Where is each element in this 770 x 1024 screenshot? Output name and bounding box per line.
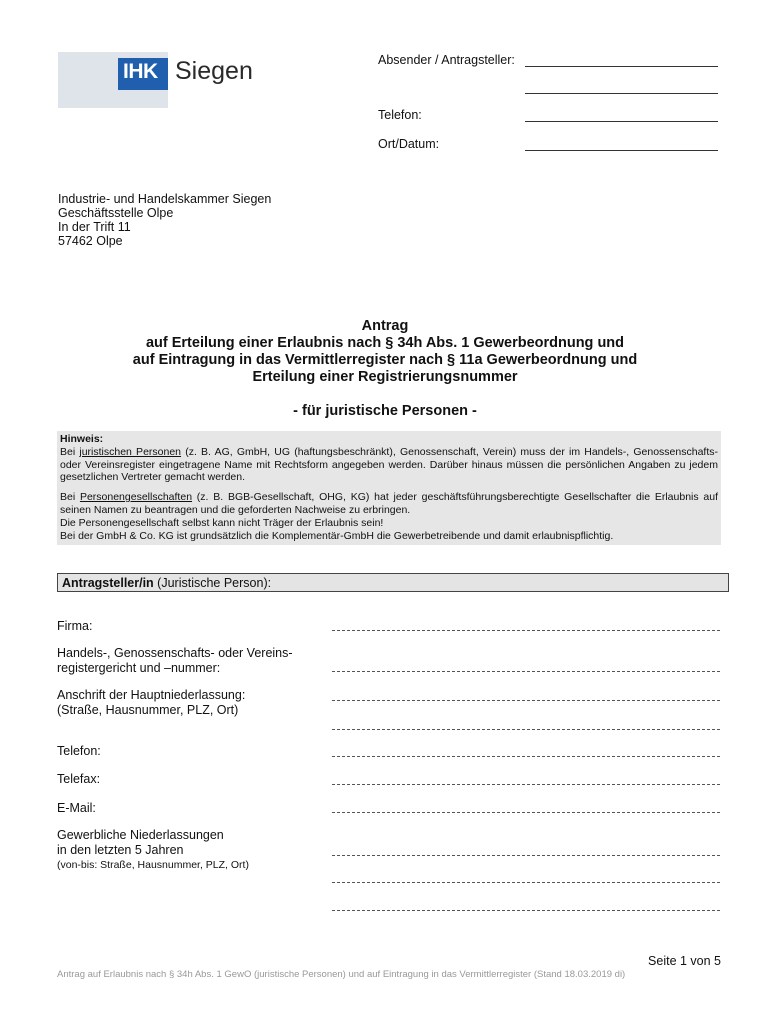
- telefon-label: Telefon:: [378, 108, 422, 122]
- recipient-line: Industrie- und Handelskammer Siegen: [58, 192, 272, 206]
- ortdatum-label: Ort/Datum:: [378, 137, 440, 151]
- recipient-address: [58, 192, 271, 248]
- firma-field[interactable]: [332, 630, 720, 631]
- document-title: [0, 318, 770, 386]
- recipient-line: In der Trift 11: [58, 220, 131, 234]
- telefon-line[interactable]: [525, 121, 718, 122]
- hinweis-paragraph-2: Bei Personengesellschaften (z. B. BGB-Gesellschaft, OHG, KG) hat jeder geschäftsführungsberechtigte Gesellschafter die Erlaubnis auf seinen Namen zu beantragen und die geforderten Nachweise zu erbringen.: [60, 491, 718, 516]
- niederlassung-label: Gewerbliche Niederlassungen in den letzten 5 Jahren (von-bis: Straße, Hausnummer, PLZ, Ort): [57, 828, 249, 871]
- niederlassung-field-1[interactable]: [332, 855, 720, 856]
- absender-line-1[interactable]: [525, 66, 718, 67]
- firma-label: Firma:: [57, 619, 93, 633]
- section-header-antragsteller: Antragsteller/in (Juristische Person):: [57, 573, 729, 592]
- hinweis-paragraph-3: Die Personengesellschaft selbst kann nicht Träger der Erlaubnis sein!: [60, 516, 384, 529]
- absender-label: Absender / Antragsteller:: [378, 53, 515, 67]
- title-line: auf Erteilung einer Erlaubnis nach § 34h Abs. 1 Gewerbeordnung und: [145, 335, 625, 351]
- anschrift-label: Anschrift der Hauptniederlassung: (Straße, Hausnummer, PLZ, Ort): [57, 688, 246, 717]
- ortdatum-line[interactable]: [525, 150, 718, 151]
- hinweis-paragraph-4: Bei der GmbH & Co. KG ist grundsätzlich die Komplementär-GmbH die Gewerbetreibende und damit erlaubnispflichtig.: [60, 529, 614, 542]
- niederlassung-field-2[interactable]: [332, 882, 720, 883]
- register-field[interactable]: [332, 671, 720, 672]
- niederlassung-field-3[interactable]: [332, 910, 720, 911]
- register-label: Handels-, Genossenschafts- oder Vereins- registergericht und –nummer:: [57, 646, 293, 675]
- hinweis-box: [57, 431, 721, 545]
- telefon-field[interactable]: [332, 756, 720, 757]
- telefax-label: Telefax:: [57, 772, 101, 786]
- hinweis-heading: Hinweis:: [60, 433, 104, 445]
- email-field[interactable]: [332, 812, 720, 813]
- telefax-field[interactable]: [332, 784, 720, 785]
- logo-mark: [118, 52, 174, 108]
- title-line: auf Eintragung in das Vermittlerregister nach § 11a Gewerbeordnung und: [132, 352, 638, 368]
- page-footer: Antrag auf Erlaubnis nach § 34h Abs. 1 GewO (juristische Personen) und auf Eintragung in das Vermittlerregister (Stand 18.03.2019 di): [57, 969, 626, 980]
- title-line: Antrag: [361, 318, 409, 334]
- title-line: Erteilung einer Registrierungsnummer: [252, 369, 518, 385]
- hinweis-paragraph-1: Bei juristischen Personen (z. B. AG, GmbH, UG (haftungsbeschränkt), Genossenschaft, Verein) muss der im Handels-, Genossenschafts- oder Vereinsregister eingetragene Name mit Rechtsform angegeben werden. Darüber hinaus müssen die persönlichen Angaben zu jedem gesetzlichen Vertreter gemacht werden.: [60, 445, 718, 484]
- logo-mark-text: IHK: [123, 60, 158, 83]
- document-subtitle: - für juristische Personen -: [293, 403, 477, 419]
- recipient-line: 57462 Olpe: [58, 234, 123, 248]
- absender-line-2[interactable]: [525, 93, 718, 94]
- page-number: Seite 1 von 5: [648, 954, 721, 968]
- anschrift-field-1[interactable]: [332, 700, 720, 701]
- recipient-line: Geschäftsstelle Olpe: [58, 206, 174, 220]
- anschrift-field-2[interactable]: [332, 729, 720, 730]
- logo-city: Siegen: [175, 57, 253, 85]
- ihk-logo: [58, 52, 253, 108]
- telefon-field-label: Telefon:: [57, 744, 101, 758]
- email-label: E-Mail:: [57, 801, 96, 815]
